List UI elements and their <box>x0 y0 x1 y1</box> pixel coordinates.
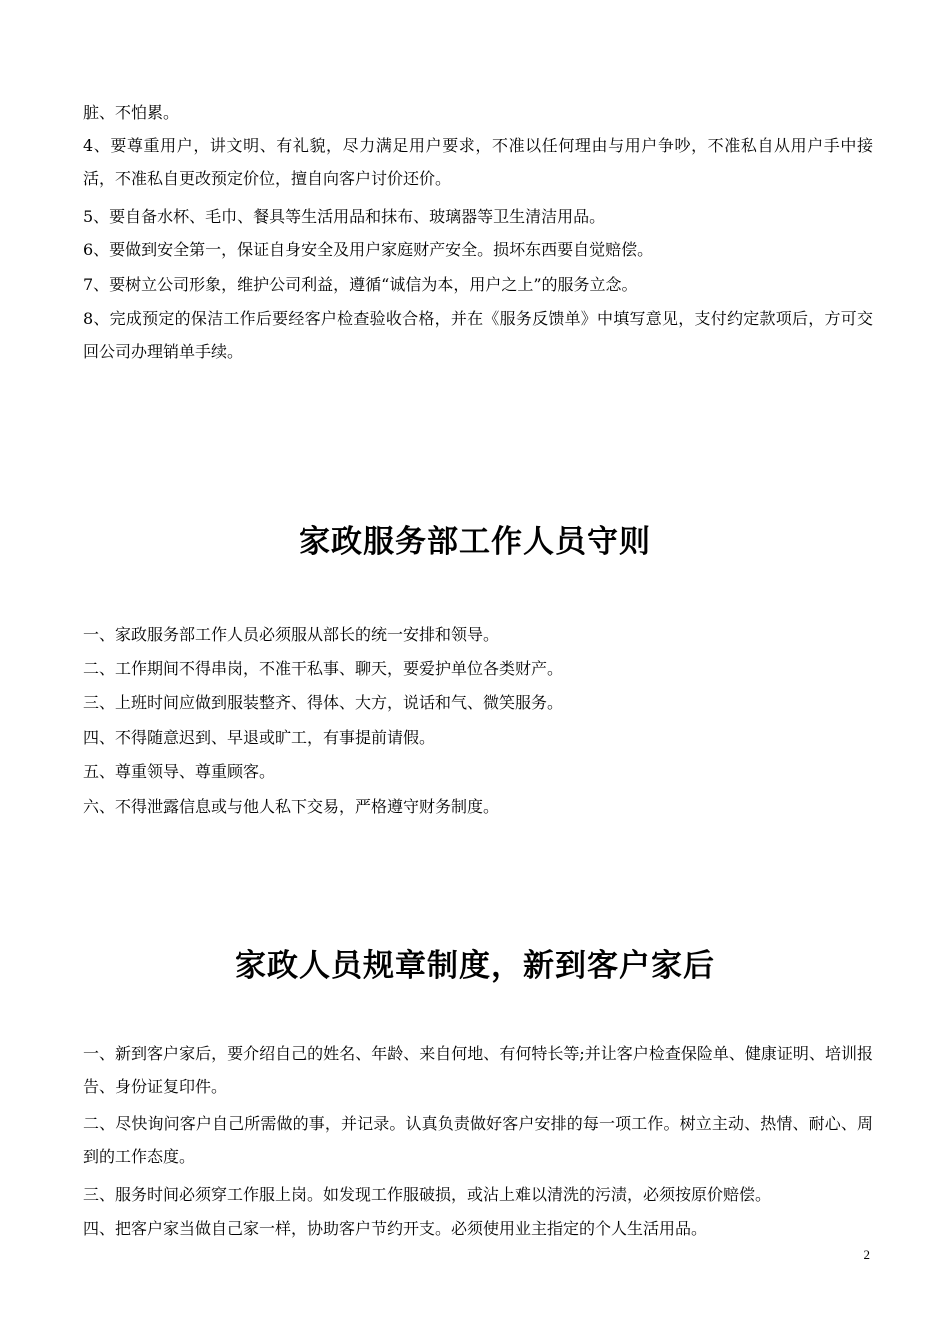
rule-item-6: 6、要做到安全第一，保证自身安全及用户家庭财产安全。损坏东西要自觉赔偿。 <box>83 240 654 259</box>
section-title-staff-rules: 家政服务部工作人员守则 <box>299 524 651 560</box>
staff-rule-6: 六、不得泄露信息或与他人私下交易，严格遵守财务制度。 <box>83 797 500 816</box>
paragraph-continuation: 脏、不怕累。 <box>83 103 180 122</box>
section-title-new-client-rules: 家政人员规章制度，新到客户家后 <box>235 948 715 984</box>
client-rule-1: 一、新到客户家后，要介绍自己的姓名、年龄、来自何地、有何特长等;并让客户检查保险单、健康证明、培训报告、身份证复印件。 <box>83 1044 873 1096</box>
staff-rule-3: 三、上班时间应做到服装整齐、得体、大方，说话和气、微笑服务。 <box>83 693 564 712</box>
client-rule-2: 二、尽快询问客户自己所需做的事，并记录。认真负责做好客户安排的每一项工作。树立主动、热情、耐心、周到的工作态度。 <box>83 1114 873 1166</box>
client-rule-4: 四、把客户家当做自己家一样，协助客户节约开支。必须使用业主指定的个人生活用品。 <box>83 1219 708 1238</box>
rule-item-4: 4、要尊重用户，讲文明、有礼貌，尽力满足用户要求，不准以任何理由与用户争吵，不准私自从用户手中接活，不准私自更改预定价位，擅自向客户讨价还价。 <box>83 136 873 188</box>
staff-rule-5: 五、尊重领导、尊重顾客。 <box>83 762 276 781</box>
client-rule-3: 三、服务时间必须穿工作服上岗。如发现工作服破损，或沾上难以清洗的污渍，必须按原价赔偿。 <box>83 1185 772 1204</box>
staff-rule-2: 二、工作期间不得串岗，不准干私事、聊天，要爱护单位各类财产。 <box>83 659 564 678</box>
staff-rule-1: 一、家政服务部工作人员必须服从部长的统一安排和领导。 <box>83 625 500 644</box>
staff-rule-4: 四、不得随意迟到、早退或旷工，有事提前请假。 <box>83 728 436 747</box>
rule-item-8: 8、完成预定的保洁工作后要经客户检查验收合格，并在《服务反馈单》中填写意见，支付约定款项后，方可交回公司办理销单手续。 <box>83 309 873 361</box>
page-number: 2 <box>863 1247 870 1262</box>
rule-item-5: 5、要自备水杯、毛巾、餐具等生活用品和抹布、玻璃器等卫生清洁用品。 <box>83 207 606 226</box>
rule-item-7: 7、要树立公司形象，维护公司利益，遵循“诚信为本，用户之上”的服务立念。 <box>83 275 638 294</box>
